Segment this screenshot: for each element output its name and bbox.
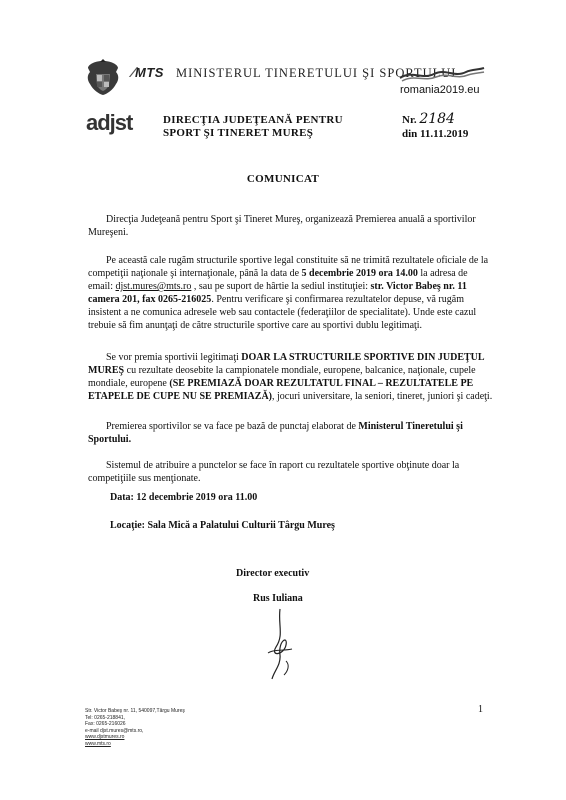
director-title: Director executiv [236,568,310,579]
footer-address: Str. Victor Babeş nr. 11, 540097,Târgu Mureş [85,708,185,714]
p2-text-c: la adresa de email: [88,268,468,292]
p3-text-c: cu rezultate deosebite la campionatele mondiale, europene, balcanice, naţionale, cupele mondiale, europene [88,365,476,389]
registration-number [402,112,468,141]
paragraph-intro [88,213,493,239]
footer-tel: Tel: 0265-218841, [85,714,126,721]
p3-text-a: Se vor premia sportivii legitimaţi [106,352,242,363]
p2-text-f: . Pentru verificare şi confirmarea rezultatelor depuse, vă rugăm insistent a ne comunica adresele web sau contactele (federaţiilor de specialitate). Unde este cazul trebuie să fim anunţaţi de către structurile sportive care au sportivi dublu legitimaţi. [88,294,477,331]
p3-emphasis-county: DOAR LA STRUCTURILE SPORTIVE DIN JUDEŢUL MUREŞ [88,352,485,376]
footer-contact [85,708,185,747]
event-date: Data: 12 decembrie 2019 ora 11.00 [110,492,258,503]
nr-date: din 11.11.2019 [402,128,469,140]
paragraph-scoring [88,420,493,446]
paragraph-eligibility [88,351,493,403]
paragraph-points [88,459,493,485]
mts-logo: ⁄MTS [132,64,164,81]
p4-text-a: Premierea sportivilor se va face pe bază de punctaj elaborat de [106,421,359,432]
email-link[interactable]: djst.mures@mts.ro [115,281,192,292]
adjst-logo: adjst [86,110,133,135]
p2-text-d: , sau pe suport de hârtie la sediul instituţiei: [191,281,371,292]
paragraph-submission [88,254,493,332]
romania-coat-of-arms-icon [82,58,124,98]
paragraph-intro-text: Direcţia Judeţeană pentru Sport şi Tineret Mureş, organizează Premierea anuală a sportivilor Mureşeni. [88,214,476,238]
department-line-2: SPORT ŞI TINERET MUREŞ [163,127,314,139]
footer-email: e-mail djst.mures@mts.ro, [85,727,144,734]
p2-address: str. Victor Babeş nr. 11 camera 201, fax 0265-216025 [88,281,467,305]
signature-icon [250,605,310,685]
ministry-name: MINISTERUL TINERETULUI ŞI SPORTULUI [176,66,457,80]
department-heading [163,114,343,140]
p2-deadline: 5 decembrie 2019 ora 14.00 [301,268,418,279]
nr-value: 2184 [419,111,455,127]
department-line-1: DIRECŢIA JUDEŢEANĂ PENTRU [163,114,343,126]
document-title: COMUNICAT [246,173,320,185]
director-name: Rus Iuliana [253,593,303,604]
romania-wave-logo-icon [398,66,486,82]
p4-ministry: Ministerul Tineretului şi Sportului. [88,421,463,445]
p3-text-e: , jocuri universitare, la seniori, tineret, juniori şi cadeţi. [272,391,493,402]
p3-emphasis-final: (SE PREMIAZĂ DOAR REZULTATUL FINAL – REZULTATELE PE ETAPELE DE CUPE NU SE PREMIAZĂ) [88,378,474,402]
romania2019-logo: romania2019.eu [400,84,480,96]
footer-link-mts[interactable]: www.mts.ro [85,740,111,747]
nr-label: Nr. [402,114,417,126]
page-number: 1 [478,704,483,715]
p5-text: Sistemul de atribuire a punctelor se face în raport cu rezultatele sportive obţinute doar la competiţiile sus menţionate. [88,460,460,484]
footer-fax: Fax: 0265-216026 [85,721,126,727]
event-location: Locaţie: Sala Mică a Palatului Culturii Târgu Mureş [110,520,335,531]
footer-link-djst[interactable]: www.djstmures.ro [85,734,125,740]
p2-text-a: Pe această cale rugăm structurile sportive legal constituite să ne trimită rezultatele oficiale de la competiţii naţionale şi internaţionale, până la data de [88,255,489,279]
